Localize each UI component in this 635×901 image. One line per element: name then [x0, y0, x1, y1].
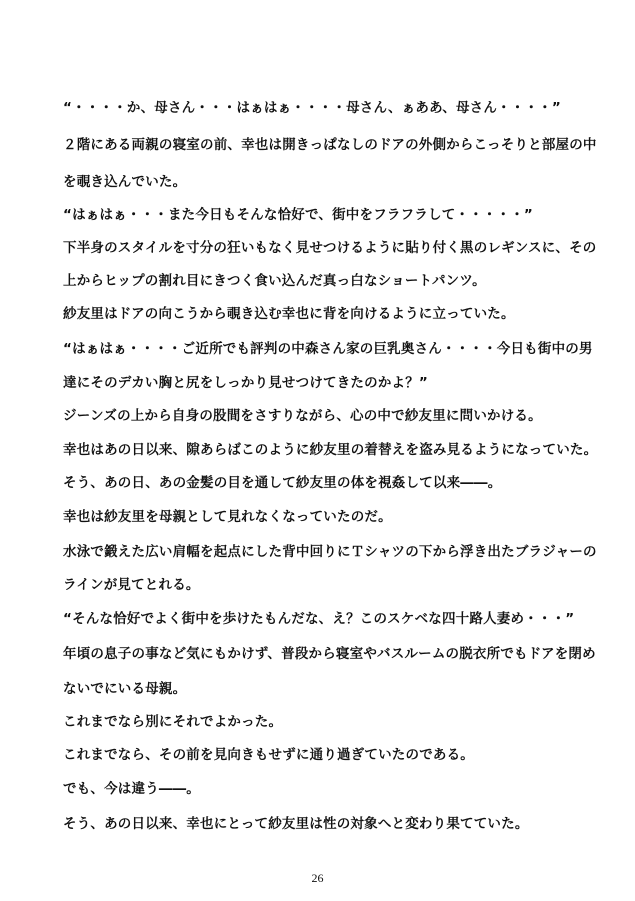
text-line: 紗友里はドアの向こうから覗き込む幸也に背を向けるように立っていた。: [63, 306, 515, 322]
text-line: でも、今は違う――。: [63, 781, 200, 797]
text-line: ２階にある両親の寝室の前、幸也は開きっぱなしのドアの外側からこっそりと部屋の中: [63, 137, 597, 153]
text-line: ジーンズの上から自身の股間をさすりながら、心の中で紗友里に問いかける。: [63, 408, 542, 424]
text-line: 下半身のスタイルを寸分の狂いもなく見せつけるように貼り付く黒のレギンスに、その: [63, 240, 597, 256]
text-line: これまでなら別にそれでよかった。: [63, 714, 283, 730]
text-line: ラインが見てとれる。: [63, 577, 200, 593]
text-line: “はぁはぁ・・・・ご近所でも評判の中森さん家の巨乳奥さん・・・・今日も街中の男: [63, 341, 593, 357]
text-line: “・・・・か、母さん・・・はぁはぁ・・・・母さん、ぁああ、母さん・・・・”: [63, 100, 561, 116]
text-line: そう、あの日、あの金髪の目を通して紗友里の体を視姦して以来――。: [63, 475, 502, 491]
text-line: これまでなら、その前を見向きもせずに通り過ぎていたのである。: [63, 747, 474, 763]
text-line: “はぁはぁ・・・また今日もそんな恰好で、街中をフラフラして・・・・・”: [63, 207, 533, 223]
text-line: 水泳で鍛えた広い肩幅を起点にした背中回りにＴシャツの下から浮き出たブラジャーの: [63, 544, 597, 560]
page-number: 26: [311, 871, 324, 885]
text-line: 幸也はあの日以来、隙あらばこのように紗友里の着替えを盗み見るようになっていた。: [63, 442, 598, 458]
text-line: そう、あの日以来、幸也にとって紗友里は性の対象へと変わり果てていた。: [63, 816, 529, 832]
text-line: ないでにいる母親。: [63, 681, 187, 697]
text-line: 上からヒップの割れ目にきつく食い込んだ真っ白なショートパンツ。: [63, 273, 486, 289]
text-line: 年頃の息子の事など気にもかけず、普段から寝室やバスルームの脱衣所でもドアを閉め: [63, 646, 596, 662]
text-line: 幸也は紗友里を母親として見れなくなっていたのだ。: [63, 509, 392, 525]
text-line: を覗き込んでいた。: [63, 174, 187, 190]
text-line: 達にそのデカい胸と尻をしっかり見せつけてきたのかよ？”: [63, 375, 429, 391]
text-line: “そんな恰好でよく街中を歩けたもんだな、え？このスケベな四十路人妻め・・・”: [63, 611, 575, 627]
